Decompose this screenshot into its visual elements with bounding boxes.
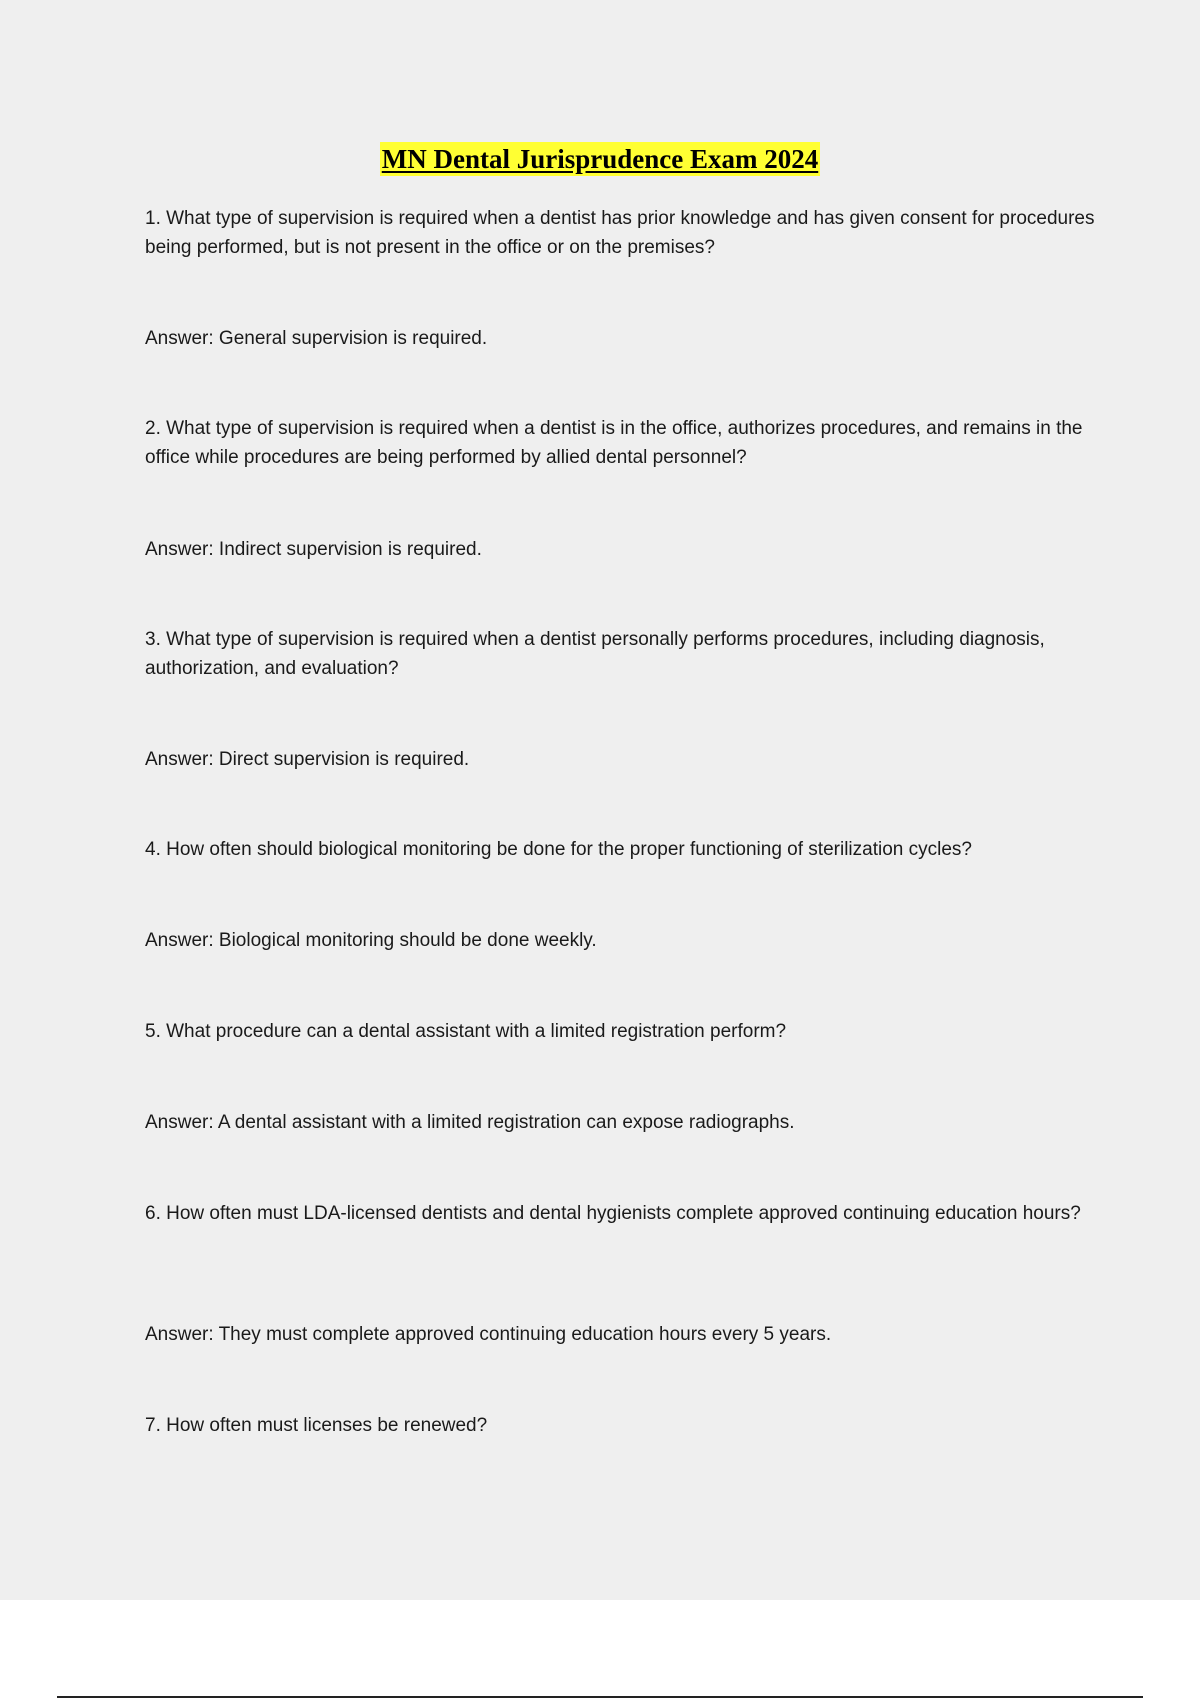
question-2: 2. What type of supervision is required when a dentist is in the office, authorizes procedures, and remains in the office while procedures are being performed by allied dental personnel? (145, 418, 1083, 468)
footer-rule (57, 1696, 1143, 1698)
question-7: 7. How often must licenses be renewed? (145, 1415, 488, 1436)
answer-6: Answer: They must complete approved continuing education hours every 5 years. (145, 1324, 832, 1345)
question-4: 4. How often should biological monitoring be done for the proper functioning of sterilization cycles? (145, 839, 972, 860)
question-3: 3. What type of supervision is required when a dentist personally performs procedures, including diagnosis, authorization, and evaluation? (145, 629, 1045, 679)
question-6: 6. How often must LDA-licensed dentists and dental hygienists complete approved continuing education hours? (145, 1203, 1081, 1224)
title-container (0, 142, 1200, 176)
question-5: 5. What procedure can a dental assistant with a limited registration perform? (145, 1021, 787, 1042)
answer-2: Answer: Indirect supervision is required. (145, 539, 482, 560)
answer-1: Answer: General supervision is required. (145, 328, 488, 349)
answer-3: Answer: Direct supervision is required. (145, 749, 470, 770)
document-title: MN Dental Jurisprudence Exam 2024 (381, 144, 819, 174)
answer-5: Answer: A dental assistant with a limited registration can expose radiographs. (145, 1112, 795, 1133)
answer-4: Answer: Biological monitoring should be done weekly. (145, 930, 597, 951)
question-1: 1. What type of supervision is required when a dentist has prior knowledge and has given consent for procedures being performed, but is not present in the office or on the premises? (145, 208, 1095, 258)
